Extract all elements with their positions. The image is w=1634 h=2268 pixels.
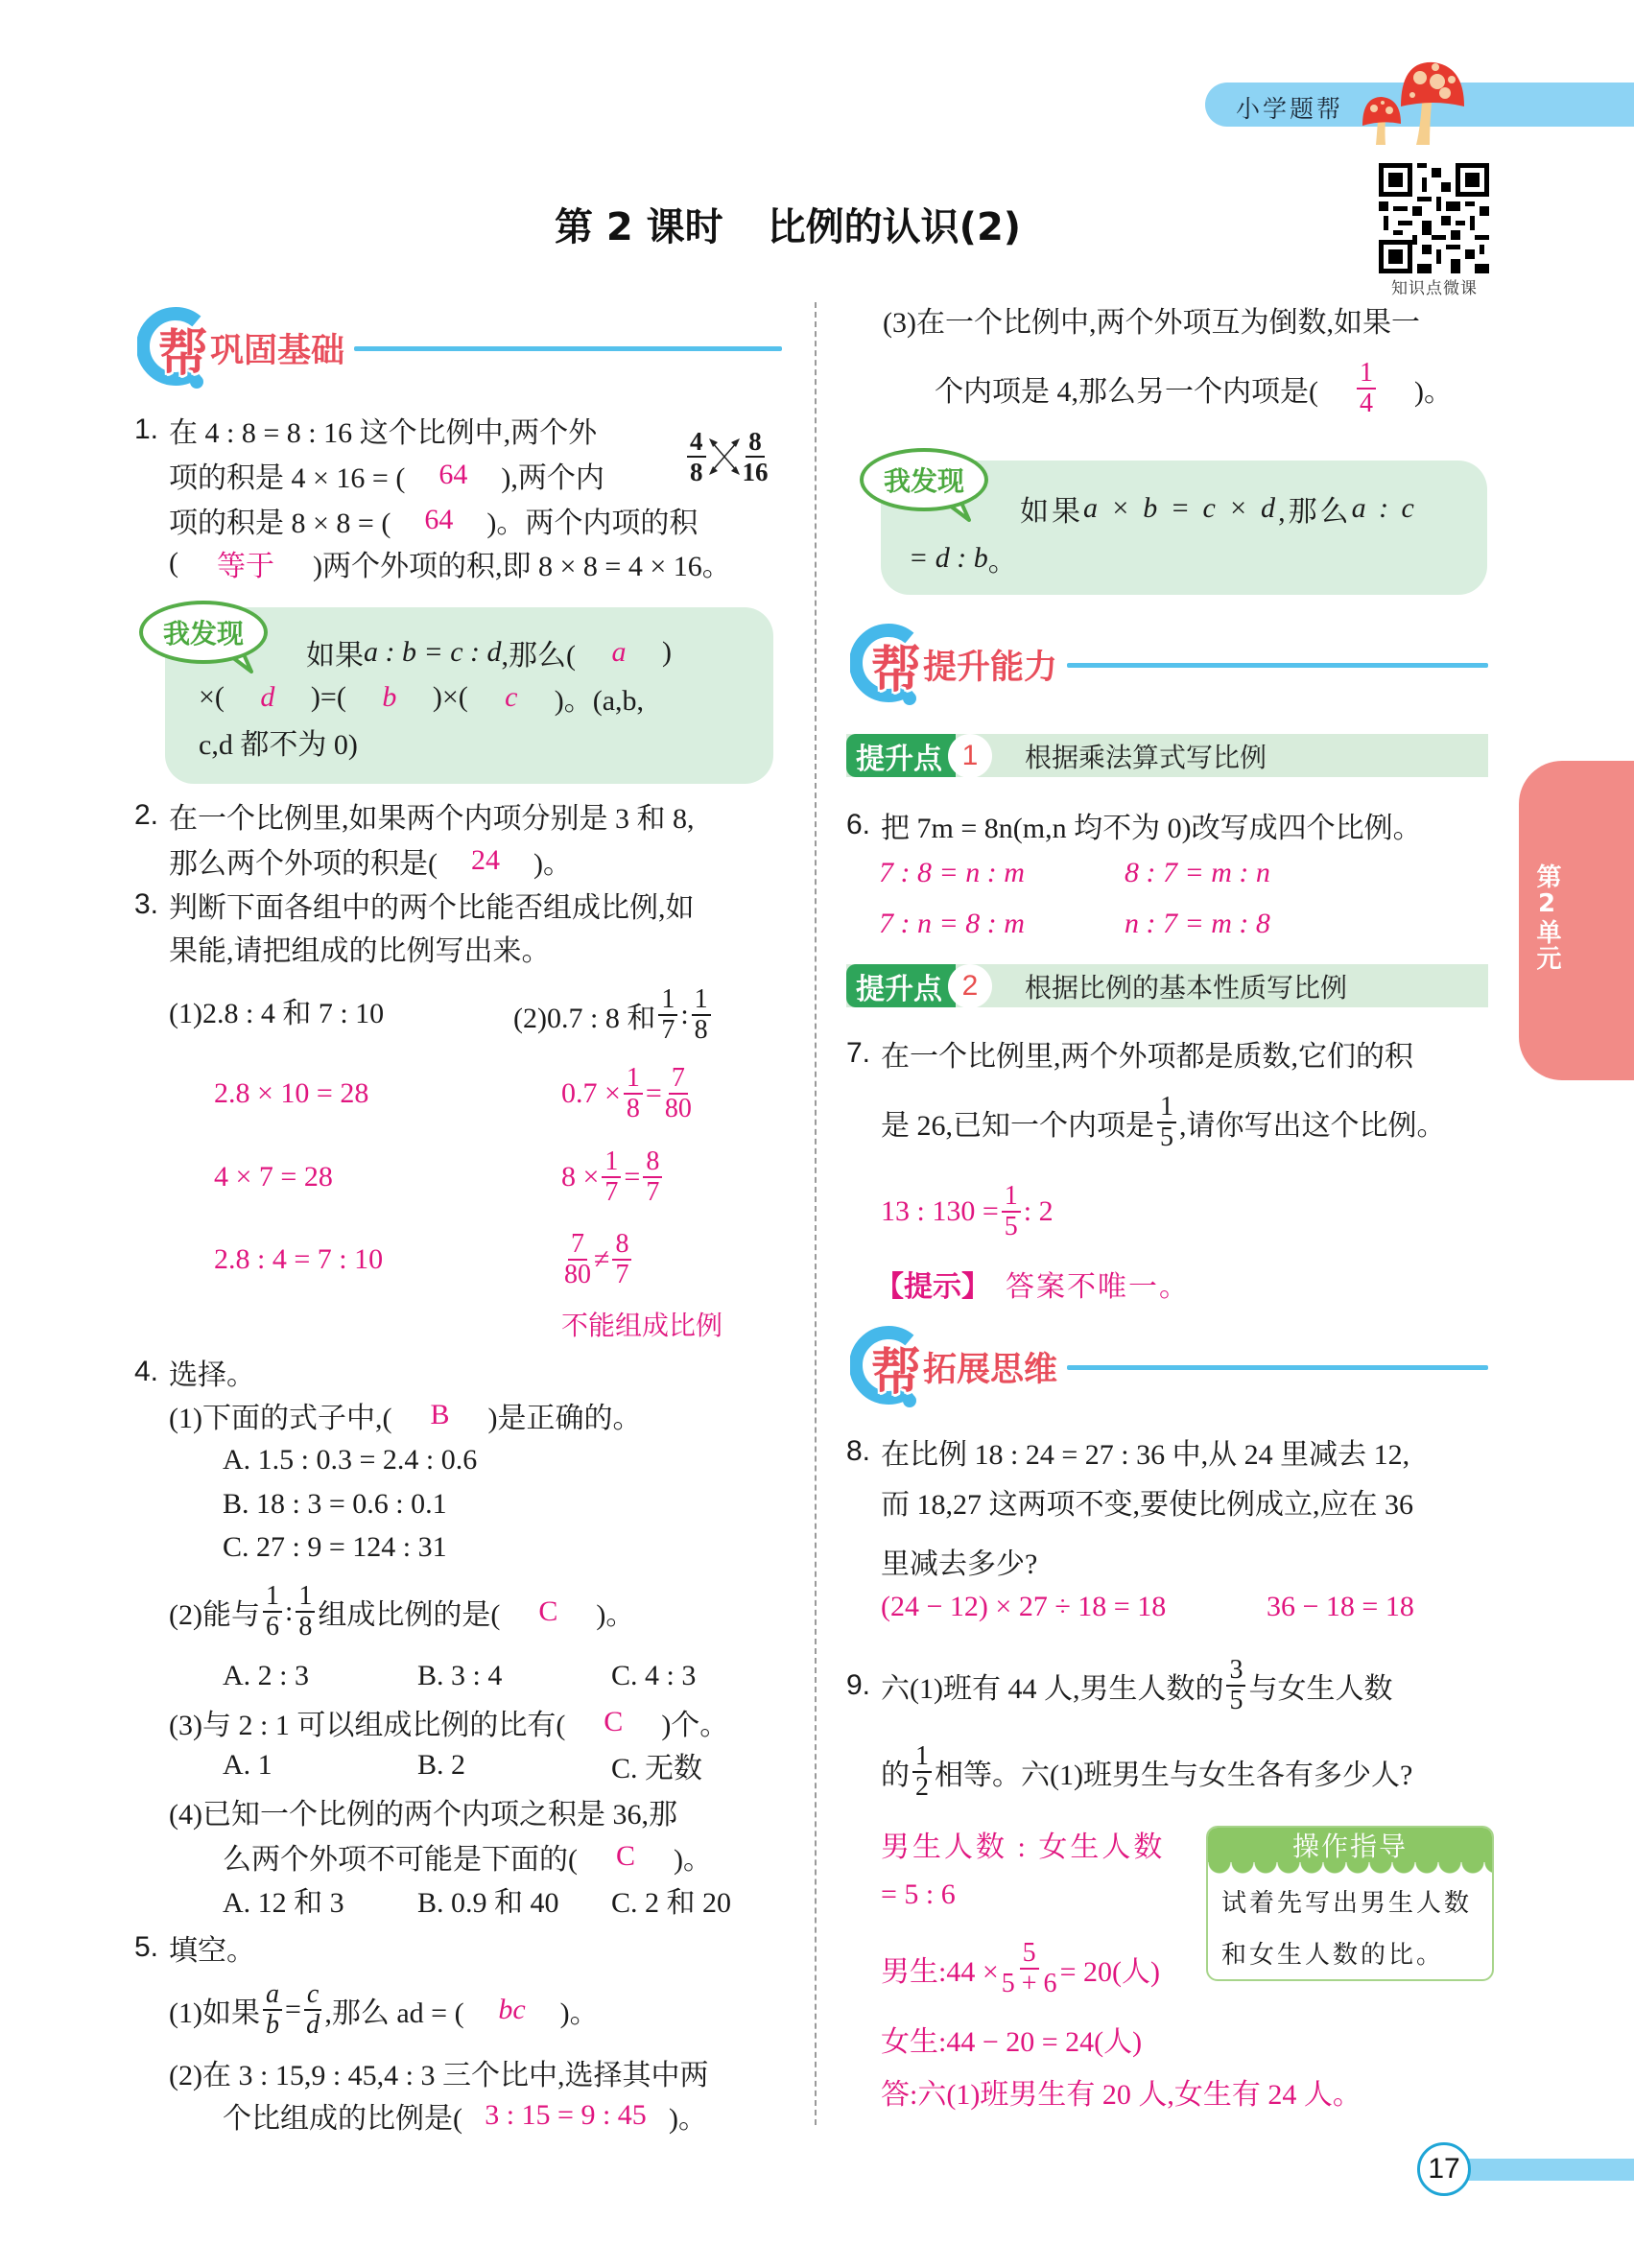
q5-sub-3-line-1: (3)在一个比例中,两个外项互为倒数,如果一 <box>883 307 1420 339</box>
q6-answer-4: n : 7 = m : 8 <box>1125 908 1270 939</box>
answer: 等于 <box>217 551 274 582</box>
discover-badge: 我发现 <box>139 601 268 664</box>
question-number: 7. <box>846 1037 871 1069</box>
q4-title <box>134 1348 255 1396</box>
numerator: 1 <box>296 1582 315 1613</box>
fraction <box>912 1742 932 1802</box>
answer: B <box>430 1399 450 1430</box>
q8-line-1 <box>846 1428 1409 1476</box>
numerator: a <box>263 1980 282 2011</box>
answer: 8 × <box>561 1161 600 1193</box>
question-text: 是 26,已知一个内项是 <box>881 1110 1154 1142</box>
section-badge: 帮 <box>158 324 209 383</box>
question-text: )。 <box>559 1997 599 2029</box>
point-text: 根据比例的基本性质写比例 <box>1025 971 1348 1004</box>
discover-text: ) <box>662 636 673 668</box>
question-number: 9. <box>846 1669 871 1701</box>
question-number: 5. <box>134 1931 159 1963</box>
q4-sub-4-line-2 <box>223 1832 712 1880</box>
ratio-colon: : <box>680 999 689 1030</box>
answer-blank <box>500 1595 596 1628</box>
answer: 64 <box>438 459 468 490</box>
question-text: )。 <box>674 1844 712 1876</box>
q5-sub-1 <box>169 1981 599 2039</box>
section-badge: 帮 <box>871 1343 922 1402</box>
question-number: 4. <box>134 1356 159 1387</box>
point-label: 提升点 <box>846 964 956 1007</box>
fraction <box>612 1230 631 1289</box>
fraction <box>1002 1939 1057 1998</box>
discover-1-line-2 <box>199 673 644 721</box>
denominator: 5 <box>1160 1122 1173 1152</box>
denominator: 7 <box>604 1177 619 1207</box>
unit-label: 第2单元 <box>1532 863 1561 971</box>
q6-answer-2: 8 : 7 = m : n <box>1125 857 1270 888</box>
answer-blank <box>576 636 662 669</box>
q4-sub-1 <box>169 1391 641 1439</box>
answer: a <box>611 636 627 668</box>
discover-text: )。(a,b, <box>554 685 645 717</box>
section-rule <box>1067 663 1488 668</box>
answer: 13 : 130 = <box>881 1195 999 1227</box>
question-number: 8. <box>846 1435 871 1467</box>
denominator: 6 <box>265 1612 279 1642</box>
question-text: )是正确的。 <box>487 1403 642 1434</box>
q3-answer-2-row-2 <box>561 1148 665 1206</box>
section-title: 提升能力 <box>923 649 1058 687</box>
denominator: d <box>306 2010 320 2040</box>
numerator: c <box>304 1980 321 2011</box>
q4-sub-2 <box>169 1583 634 1641</box>
answer: d <box>260 681 275 713</box>
question-text: 填空。 <box>169 1935 255 1967</box>
section-title: 巩固基础 <box>210 332 345 370</box>
q8-line-3: 里减去多少? <box>881 1548 1038 1580</box>
denominator: 4 <box>1360 389 1373 418</box>
q9-line-1 <box>846 1657 1392 1714</box>
q9-answer-final: 答:六(1)班男生有 20 人,女生有 24 人。 <box>881 2079 1362 2111</box>
question-text: 六(1)班有 44 人,男生人数的 <box>881 1673 1224 1705</box>
section-rule <box>1067 1365 1488 1370</box>
numerator: 1 <box>263 1582 282 1613</box>
hint-label: 【提示】 <box>875 1270 990 1304</box>
question-text: 选择。 <box>169 1359 255 1391</box>
answer: C <box>538 1595 558 1627</box>
fraction <box>624 1064 643 1123</box>
q5-sub-2-line-1: (2)在 3 : 15,9 : 45,4 : 3 三个比中,选择其中两 <box>169 2060 709 2091</box>
guide-box <box>1206 1826 1494 1981</box>
question-text: 判断下面各组中的两个比能否组成比例,如 <box>169 892 695 924</box>
question-text: ),两个内 <box>501 462 604 494</box>
option-a: A. 12 和 3 <box>223 1887 344 1919</box>
q3-answer-2-row-1 <box>561 1065 695 1122</box>
answer: 3 : 15 = 9 : 45 <box>485 2099 647 2131</box>
fraction <box>296 1582 315 1642</box>
answer-blank <box>391 1399 487 1431</box>
q3-line-2 <box>169 924 551 972</box>
q6-answer-3: 7 : n = 8 : m <box>879 908 1025 939</box>
point-number: 1 <box>948 734 992 778</box>
numerator: 3 <box>1226 1656 1245 1687</box>
page-title <box>555 198 1021 249</box>
answer: 24 <box>471 844 500 876</box>
q3-answer-2-row-3 <box>561 1231 634 1288</box>
qr-code-icon <box>1379 163 1489 273</box>
numerator: 1 <box>1002 1182 1021 1213</box>
question-text: )。 <box>533 848 572 880</box>
question-text: (1)2.8 : 4 和 7 : 10 <box>169 998 385 1029</box>
question-number: 6. <box>846 809 871 840</box>
q7-answer <box>881 1183 1054 1240</box>
q5-sub-2-line-2 <box>223 2091 707 2139</box>
denominator: 8 <box>298 1612 313 1642</box>
question-text: )个。 <box>661 1710 729 1741</box>
q8-answer-1: (24 − 12) × 27 ÷ 18 = 18 <box>881 1591 1167 1622</box>
fraction <box>304 1980 321 2040</box>
denominator: 80 <box>564 1260 591 1289</box>
discover-text: 如果 <box>306 640 364 672</box>
brand-name: 小学题帮 <box>1236 95 1344 123</box>
fraction <box>1157 1093 1176 1152</box>
q4-sub-3 <box>169 1698 728 1746</box>
q9-answer-boys <box>881 1940 1160 1997</box>
question-text: )。 <box>596 1599 635 1631</box>
question-text: )。 <box>669 2103 707 2135</box>
discover-text: )×( <box>432 681 468 713</box>
discover-text: )=( <box>310 681 346 713</box>
answer: C <box>604 1706 624 1737</box>
answer: bc <box>498 1994 526 2025</box>
question-text: 项的积是 4 × 16 = ( <box>169 462 406 494</box>
q1-line-2 <box>169 451 604 499</box>
question-text: ,请你写出这个比例。 <box>1179 1110 1446 1142</box>
q8-line-2: 而 18,27 这两项不变,要使比例成立,应在 36 <box>881 1489 1413 1521</box>
option-b: B. 3 : 4 <box>417 1660 503 1691</box>
qr-caption: 知识点微课 <box>1391 279 1478 297</box>
q2-line-2 <box>169 837 572 885</box>
question-text: (2)能与 <box>169 1599 260 1631</box>
point-number: 2 <box>948 964 992 1008</box>
answer-blank <box>464 1994 560 2026</box>
numerator: 8 <box>643 1147 662 1178</box>
fraction <box>1226 1656 1245 1715</box>
question-text: (1)如果 <box>169 1997 260 2029</box>
fraction <box>658 985 677 1045</box>
answer: C <box>615 1840 635 1872</box>
section-badge: 帮 <box>871 641 922 699</box>
fraction <box>564 1230 591 1289</box>
denominator: 2 <box>915 1772 929 1802</box>
q9-answer-girls: 女生:44 − 20 = 24(人) <box>881 2026 1143 2058</box>
answer-blank <box>1318 359 1414 418</box>
question-text: 在 4 : 8 = 8 : 16 这个比例中,两个外 <box>169 417 598 449</box>
q7-hint <box>875 1260 1190 1308</box>
question-text: 在一个比例里,两个外项都是质数,它们的积 <box>881 1041 1413 1073</box>
section-header-basics <box>137 305 782 391</box>
option-c: C. 27 : 9 = 124 : 31 <box>223 1531 447 1563</box>
question-text: 的 <box>881 1760 910 1791</box>
q3-answer-1-row-3: 2.8 : 4 = 7 : 10 <box>214 1243 384 1275</box>
question-text: 在一个比例里,如果两个内项分别是 3 和 8, <box>169 803 695 835</box>
answer-blank <box>462 2099 669 2132</box>
fraction <box>263 1980 282 2040</box>
option-b: B. 0.9 和 40 <box>417 1887 559 1919</box>
question-text: 组成比例的是( <box>318 1599 501 1631</box>
denominator: 7 <box>615 1260 629 1289</box>
discover-2-line-1 <box>1020 484 1417 532</box>
denominator: 7 <box>661 1015 675 1045</box>
discover-math: a : c <box>1351 492 1417 524</box>
fraction <box>665 1064 692 1123</box>
question-text: ,那么 ad = ( <box>324 1997 464 2029</box>
denominator: 16 <box>742 458 769 486</box>
fraction <box>692 985 711 1045</box>
numerator: 8 <box>746 427 765 458</box>
discover-2-line-2 <box>909 534 1017 582</box>
page-number: 17 <box>1417 2142 1471 2196</box>
answer-blank <box>578 1840 674 1873</box>
numerator: 1 <box>1357 359 1376 390</box>
fraction <box>643 1147 662 1207</box>
fraction <box>263 1582 282 1642</box>
q3-part-1 <box>169 986 384 1034</box>
denominator: 80 <box>664 1094 692 1123</box>
answer: = 20(人) <box>1059 1956 1160 1988</box>
question-number: 1. <box>134 413 159 445</box>
numerator: 8 <box>612 1230 631 1261</box>
q7-line-2 <box>881 1094 1446 1151</box>
cross-arrows-icon <box>706 433 743 481</box>
discover-math: a × b = c × d <box>1083 492 1279 524</box>
answer-blank <box>391 504 486 536</box>
answer-blank <box>405 459 501 491</box>
option-b: B. 2 <box>417 1749 466 1781</box>
q9-answer-ratio-label: 男生人数 : 女生人数 <box>881 1831 1166 1863</box>
denominator: 7 <box>646 1177 660 1207</box>
option-c: C. 无数 <box>611 1753 703 1784</box>
answer-blank <box>468 681 555 714</box>
question-text: (2)0.7 : 8 和 <box>513 1003 656 1034</box>
discover-text: c,d 都不为 0) <box>199 729 358 761</box>
point-label: 提升点 <box>846 734 956 777</box>
option-c: C. 4 : 3 <box>611 1660 697 1691</box>
question-text: 项的积是 8 × 8 = ( <box>169 508 391 539</box>
fraction <box>602 1147 621 1207</box>
denominator: 8 <box>694 1015 708 1045</box>
numerator: 1 <box>624 1064 643 1095</box>
q3-answer-1-row-1: 2.8 × 10 = 28 <box>214 1077 369 1109</box>
q1-line-1 <box>134 406 597 454</box>
discover-text: ,那么( <box>501 640 577 672</box>
point-text: 根据乘法算式写比例 <box>1025 741 1267 773</box>
answer: = <box>624 1161 641 1193</box>
numerator: 1 <box>1157 1093 1176 1123</box>
question-text: 把 7m = 8n(m,n 均不为 0)改写成四个比例。 <box>881 813 1422 844</box>
fraction <box>687 427 706 486</box>
discover-text: ×( <box>199 681 225 713</box>
option-c: C. 2 和 20 <box>611 1887 732 1919</box>
answer-blank <box>178 542 313 584</box>
guide-text-line-1: 试着先写出男生人数 <box>1221 1889 1473 1917</box>
numerator: 7 <box>568 1230 587 1261</box>
question-text: 个内项是 4,那么另一个内项是( <box>935 376 1318 408</box>
discover-math: = d : b <box>909 542 988 574</box>
question-number: 3. <box>134 888 159 920</box>
q9-answer-ratio: = 5 : 6 <box>881 1878 956 1910</box>
denominator: 8 <box>690 458 703 486</box>
question-text: 与女生人数 <box>1248 1673 1393 1705</box>
question-text: 么两个外项不可能是下面的( <box>223 1844 578 1876</box>
q7-line-1 <box>846 1029 1413 1077</box>
question-text: 果能,请把组成的比例写出来。 <box>169 935 551 967</box>
answer-blank <box>346 681 433 714</box>
fraction <box>1357 359 1376 418</box>
q2-line-1 <box>134 791 695 839</box>
q4-sub-4-line-1: (4)已知一个比例的两个内项之积是 36,那 <box>169 1799 677 1831</box>
option-a: A. 1 <box>223 1749 272 1781</box>
denominator: 5 <box>1229 1686 1243 1715</box>
denominator: 8 <box>626 1094 640 1123</box>
column-divider <box>815 302 817 2125</box>
answer: = <box>645 1077 662 1109</box>
improvement-point-1 <box>846 734 1488 777</box>
section-rule <box>354 346 782 351</box>
q8-answer-2: 36 − 18 = 18 <box>1267 1591 1414 1622</box>
q1-line-4 <box>169 539 731 587</box>
q6-answer-1: 7 : 8 = n : m <box>879 857 1025 888</box>
numerator: 1 <box>658 985 677 1016</box>
q3-answer-1-row-2: 4 × 7 = 28 <box>214 1161 333 1193</box>
not-equal-sign: ≠ <box>594 1243 610 1275</box>
q6-line-1 <box>846 801 1422 849</box>
answer: c <box>505 681 518 713</box>
question-text: )。 <box>1414 376 1453 408</box>
numerator: 1 <box>692 985 711 1016</box>
numerator: 7 <box>669 1064 688 1095</box>
lesson-number: 第 2 课时 <box>555 204 723 249</box>
question-text: 在比例 18 : 24 = 27 : 36 中,从 24 里减去 12, <box>881 1439 1410 1471</box>
q3-line-1 <box>134 881 695 929</box>
hint-text: 答案不唯一。 <box>1006 1271 1190 1303</box>
question-text: 相等。六(1)班男生与女生各有多少人? <box>935 1760 1413 1791</box>
question-number: 2. <box>134 799 159 831</box>
q3-part-2 <box>513 986 714 1044</box>
section-header-expand <box>850 1324 1488 1410</box>
fraction <box>1002 1182 1021 1241</box>
question-text: )两个外项的积,即 8 × 8 = 4 × 16。 <box>313 551 731 582</box>
numerator: 4 <box>687 427 706 458</box>
question-text: 那么两个外项的积是( <box>169 848 438 880</box>
page-number-bar <box>1466 2159 1634 2181</box>
equals-sign: = <box>284 1994 301 2025</box>
question-text: (3)与 2 : 1 可以组成比例的比有( <box>169 1710 566 1741</box>
option-a: A. 1.5 : 0.3 = 2.4 : 0.6 <box>223 1444 478 1476</box>
answer: 男生:44 × <box>881 1956 999 1988</box>
answer: 0.7 × <box>561 1077 621 1109</box>
guide-title: 操作指导 <box>1208 1828 1492 1862</box>
cross-multiply-diagram <box>687 427 783 486</box>
lesson-topic: 比例的认识(2) <box>767 204 1022 249</box>
mushroom-icon <box>1353 53 1473 149</box>
section-title: 拓展思维 <box>923 1351 1058 1389</box>
fraction <box>743 427 769 486</box>
q9-line-2 <box>881 1743 1412 1801</box>
option-b: B. 18 : 3 = 0.6 : 0.1 <box>223 1488 447 1520</box>
question-text: 个比组成的比例是( <box>223 2103 462 2135</box>
answer: b <box>382 681 397 713</box>
answer: : 2 <box>1023 1195 1054 1227</box>
question-text: ( <box>169 547 178 579</box>
discover-math: a : b = c : d <box>364 636 502 668</box>
q1-line-3 <box>169 496 698 544</box>
question-text: (1)下面的式子中,( <box>169 1403 392 1434</box>
q5-title <box>134 1924 255 1972</box>
q3-conclusion: 不能组成比例 <box>561 1311 723 1341</box>
denominator: 5 + 6 <box>1001 1969 1057 1998</box>
discover-text: 如果 <box>1020 496 1083 528</box>
answer-blank <box>565 1706 661 1738</box>
section-header-improve <box>850 622 1488 708</box>
discover-badge: 我发现 <box>860 448 988 511</box>
option-a: A. 2 : 3 <box>223 1660 309 1691</box>
guide-text-line-2: 和女生人数的比。 <box>1221 1941 1445 1969</box>
answer-blank <box>225 681 311 714</box>
improvement-point-2 <box>846 964 1488 1007</box>
ratio-colon: : <box>284 1595 294 1627</box>
q5-sub-3-line-2 <box>935 360 1453 417</box>
question-text: )。两个内项的积 <box>486 508 699 539</box>
numerator: 5 <box>1020 1939 1039 1970</box>
discover-text: 。 <box>987 546 1017 578</box>
denominator: 5 <box>1004 1212 1018 1241</box>
discover-1-line-3 <box>199 718 358 766</box>
answer-blank <box>438 844 533 877</box>
denominator: b <box>265 2010 279 2040</box>
discover-1-line-1 <box>306 628 672 676</box>
numerator: 1 <box>602 1147 621 1178</box>
discover-text: ,那么 <box>1278 496 1352 528</box>
answer: 64 <box>424 504 454 535</box>
numerator: 1 <box>912 1742 932 1773</box>
